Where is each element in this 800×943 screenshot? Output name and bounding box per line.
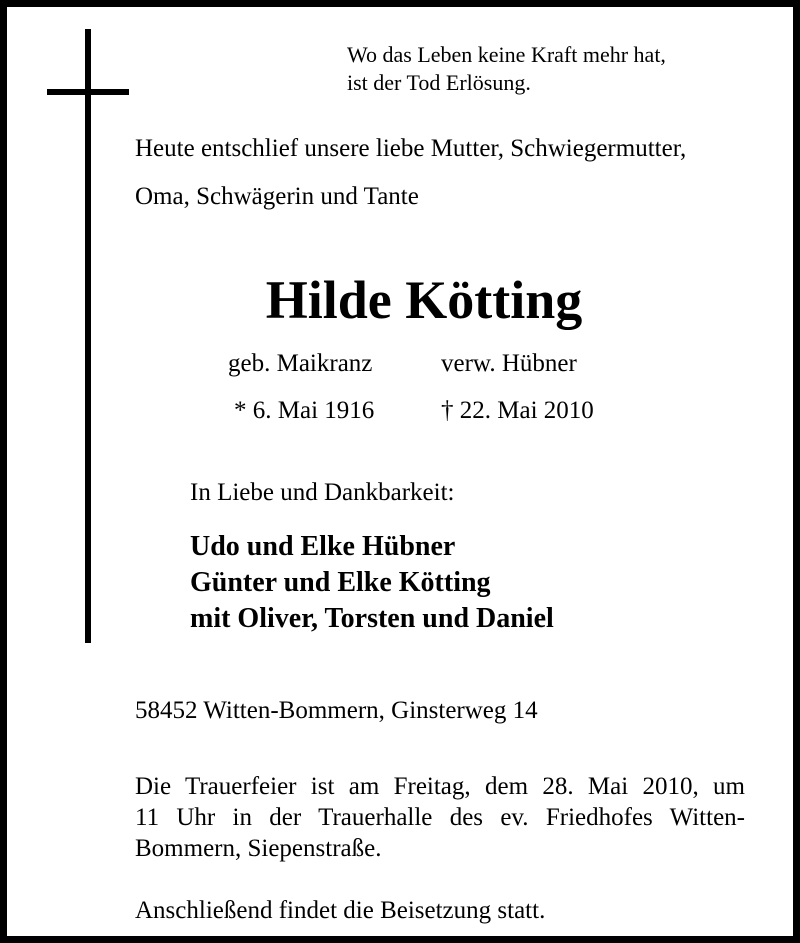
service-line-1: Die Trauerfeier ist am Freitag, dem 28. Mai 2010, um [135, 773, 745, 800]
deceased-name: Hilde Kötting [265, 270, 583, 330]
verse-line-2: ist der Tod Erlösung. [347, 70, 531, 95]
widowed-name: verw. Hübner [441, 350, 577, 377]
birth-date: * 6. Mai 1916 [234, 397, 375, 424]
address: 58452 Witten-Bommern, Ginsterweg 14 [135, 697, 538, 724]
intro-line-1: Heute entschlief unsere liebe Mutter, Schwiegermutter, [135, 135, 687, 162]
family-member: Günter und Elke Kötting [190, 567, 491, 598]
family-member: Udo und Elke Hübner [190, 531, 456, 562]
death-date: † 22. Mai 2010 [441, 397, 594, 424]
verse-line-1: Wo das Leben keine Kraft mehr hat, [347, 42, 666, 67]
family-members [190, 529, 554, 637]
birth-name: geb. Maikranz [228, 350, 373, 377]
family-member: mit Oliver, Torsten und Daniel [190, 603, 554, 634]
closing-note: Anschließend findet die Beisetzung statt. [135, 897, 546, 924]
service-line-3: Bommern, Siepenstraße. [135, 835, 382, 862]
verse [347, 41, 666, 97]
cross-icon-horizontal [47, 89, 129, 95]
cross-icon-vertical [85, 29, 91, 643]
intro-line-2: Oma, Schwägerin und Tante [135, 183, 419, 210]
family-heading: In Liebe und Dankbarkeit: [190, 479, 455, 506]
service-info [135, 771, 745, 864]
service-line-2: 11 Uhr in der Trauerhalle des ev. Friedhofes Witten- [135, 804, 745, 831]
